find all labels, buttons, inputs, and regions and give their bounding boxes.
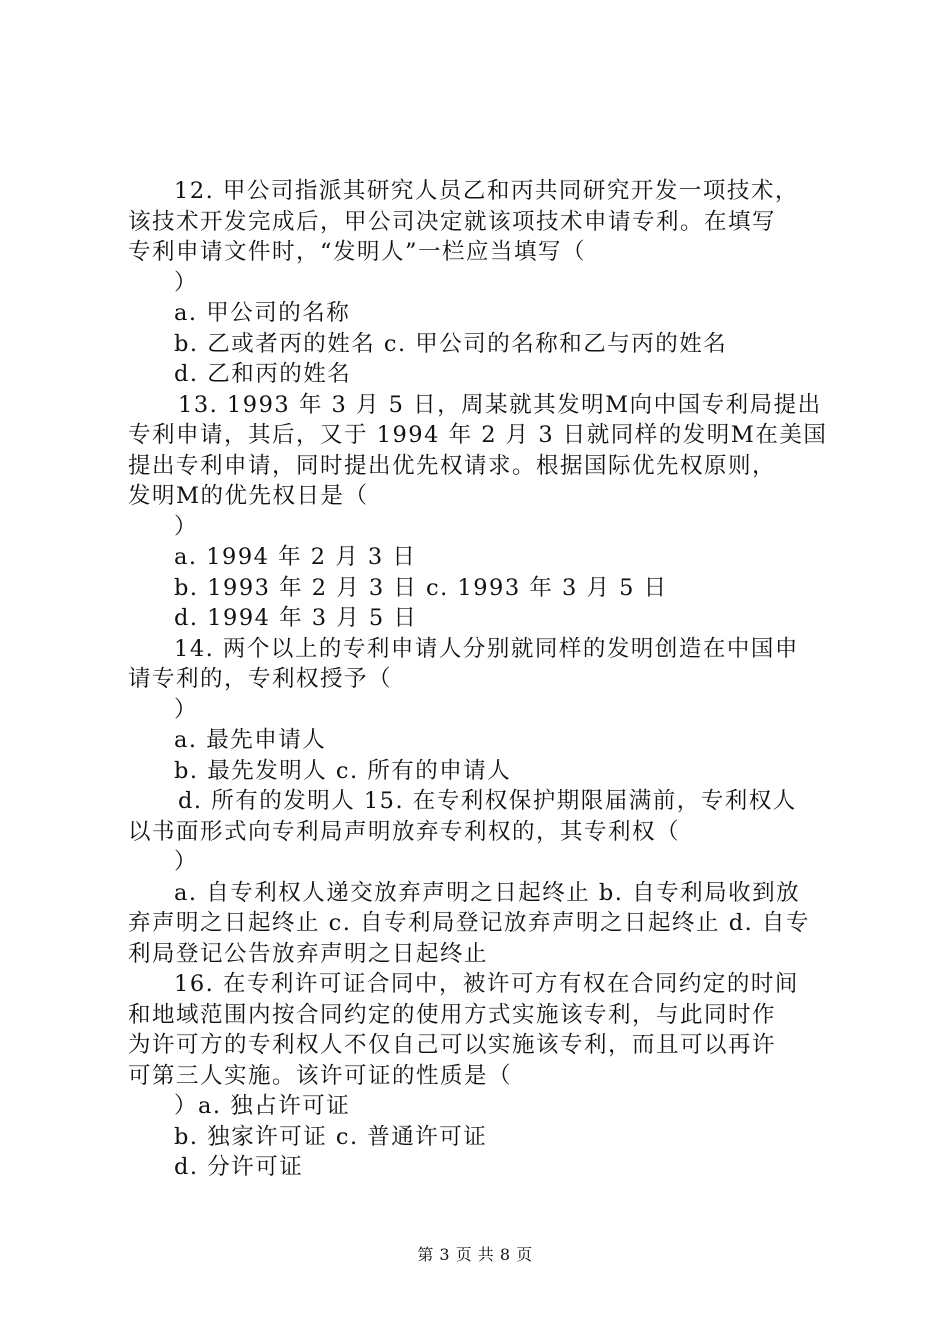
question-16-line-4: 可第三人实施。该许可证的性质是（ (128, 1062, 513, 1089)
question-15-line-2: 以书面形式向专利局声明放弃专利权的，其专利权（ (128, 818, 681, 845)
question-13-option-a: a. 1994 年 2 月 3 日 (174, 544, 417, 570)
question-13-line-4: 发明M的优先权日是（ (128, 483, 369, 509)
question-14-line-1: 14. 两个以上的专利申请人分别就同样的发明创造在中国申 (174, 635, 799, 662)
question-14-line-2: 请专利的，专利权授予（ (128, 666, 393, 692)
question-14-option-b-c: b. 最先发明人 c. 所有的申请人 (174, 757, 512, 784)
question-16-option-a: ）a. 独占许可证 (174, 1093, 351, 1119)
question-12-option-a: a. 甲公司的名称 (174, 300, 351, 326)
question-14-option-a: a. 最先申请人 (174, 727, 327, 753)
question-16-line-2: 和地域范围内按合同约定的使用方式实施该专利，与此同时作 (128, 1001, 777, 1028)
question-15-options-line-1: a. 自专利权人递交放弃声明之日起终止 b. 自专利局收到放 (174, 879, 801, 906)
question-13-bracket: ） (174, 513, 199, 540)
question-16-option-b-c: b. 独家许可证 c. 普通许可证 (174, 1123, 488, 1150)
page-number-footer: 第 3 页 共 8 页 (417, 1245, 533, 1264)
question-12-bracket: ） (174, 269, 199, 296)
question-13-line-1: 13. 1993 年 3 月 5 日，周某就其发明M向中国专利局提出 (178, 391, 822, 418)
question-15-bracket: ） (174, 849, 199, 875)
question-16-line-3: 为许可方的专利权人不仅自己可以实施该专利，而且可以再许 (128, 1032, 777, 1058)
question-12-line-1: 12. 甲公司指派其研究人员乙和丙共同研究开发一项技术， (174, 178, 799, 204)
question-16-line-1: 16. 在专利许可证合同中，被许可方有权在合同约定的时间 (174, 971, 799, 997)
question-16-option-d: d. 分许可证 (174, 1154, 304, 1180)
question-13-option-d: d. 1994 年 3 月 5 日 (174, 605, 418, 631)
question-12-option-b-c: b. 乙或者丙的姓名 c. 甲公司的名称和乙与丙的姓名 (174, 330, 728, 357)
question-13-line-3: 提出专利申请，同时提出优先权请求。根据国际优先权原则， (128, 452, 777, 479)
question-12-line-3: 专利申请文件时，“发明人”一栏应当填写（ (128, 239, 587, 265)
question-13-option-b-c: b. 1993 年 2 月 3 日 c. 1993 年 3 月 5 日 (174, 574, 668, 601)
question-13-line-2: 专利申请，其后，又于 1994 年 2 月 3 日就同样的发明M在美国 (128, 422, 828, 448)
question-15-options-line-2: 弃声明之日起终止 c. 自专利局登记放弃声明之日起终止 d. 自专 (128, 910, 810, 936)
question-15-options-line-3: 利局登记公告放弃声明之日起终止 (128, 940, 489, 967)
question-14-option-d-question-15-line-1: d. 所有的发明人 15. 在专利权保护期限届满前，专利权人 (178, 788, 797, 814)
question-12-line-2: 该技术开发完成后，甲公司决定就该项技术申请专利。在填写 (128, 208, 777, 235)
question-12-option-d: d. 乙和丙的姓名 (174, 361, 352, 387)
question-14-bracket: ） (174, 696, 199, 723)
document-body (128, 176, 836, 1183)
